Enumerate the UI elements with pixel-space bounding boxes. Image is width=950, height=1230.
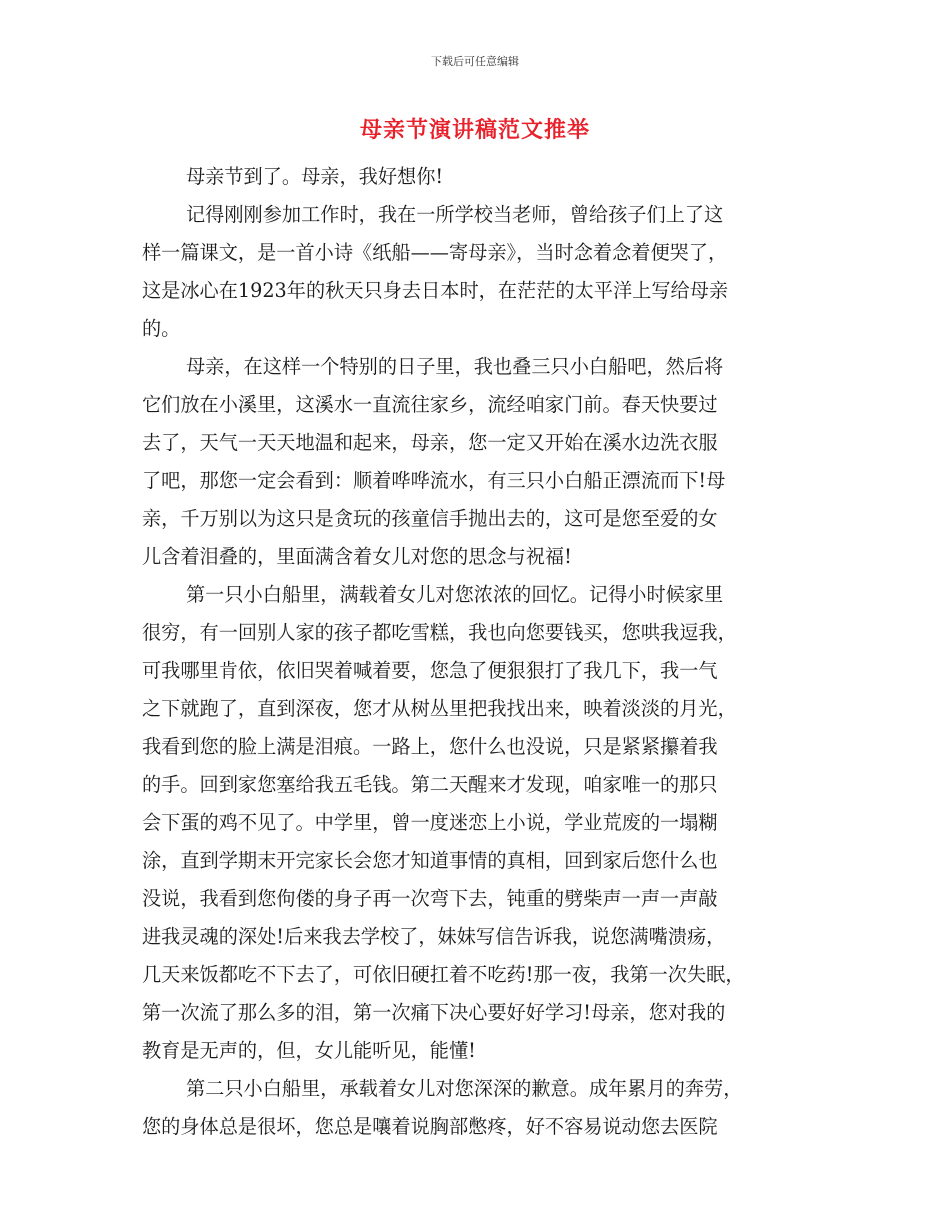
text-line: 涂，直到学期末开完家长会您才知道事情的真相，回到家后您什么也 bbox=[142, 849, 718, 872]
text-line: 记得刚刚参加工作时，我在一所学校当老师，曾给孩子们上了这 bbox=[186, 203, 724, 226]
text-line: 几天来饭都吃不下去了，可依旧硬扛着不吃药!那一夜，我第一次失眠， bbox=[142, 963, 745, 986]
text-line: 第一次流了那么多的泪，第一次痛下决心要好好学习!母亲，您对我的 bbox=[142, 1001, 726, 1024]
text-line: 之下就跑了，直到深夜，您才从树丛里把我找出来，映着淡淡的月光， bbox=[142, 697, 737, 720]
document-body bbox=[142, 158, 812, 1146]
text-line: 可我哪里肯依，依旧哭着喊着要，您急了便狠狠打了我几下，我一气 bbox=[142, 659, 718, 682]
text-line: 没说，我看到您佝偻的身子再一次弯下去，钝重的劈柴声一声一声敲 bbox=[142, 887, 718, 910]
text-line: 进我灵魂的深处!后来我去学校了，妹妹写信告诉我，说您满嘴溃疡， bbox=[142, 925, 726, 948]
text-line: 了吧，那您一定会看到：顺着哗哗流水，有三只小白船正漂流而下!母 bbox=[142, 469, 726, 492]
text-line: 母亲，在这样一个特别的日子里，我也叠三只小白船吧，然后将 bbox=[186, 355, 724, 378]
text-line: 我看到您的脸上满是泪痕。一路上，您什么也没说，只是紧紧攥着我 bbox=[142, 735, 718, 758]
text-line: 这是冰心在1923年的秋天只身去日本时，在茫茫的太平洋上写给母亲 bbox=[142, 279, 729, 302]
page-header-note: 下载后可任意编辑 bbox=[431, 55, 519, 68]
text-line: 教育是无声的，但，女儿能听见，能懂! bbox=[142, 1039, 476, 1062]
text-line: 样一篇课文，是一首小诗《纸船——寄母亲》，当时念着念着便哭了， bbox=[142, 241, 728, 264]
text-line: 母亲节到了。母亲，我好想你! bbox=[186, 165, 444, 188]
text-line: 亲，千万别以为这只是贪玩的孩童信手抛出去的，这可是您至爱的女 bbox=[142, 507, 718, 530]
text-line: 第二只小白船里，承载着女儿对您深深的歉意。成年累月的奔劳， bbox=[186, 1077, 743, 1100]
text-line: 会下蛋的鸡不见了。中学里，曾一度迷恋上小说，学业荒废的一塌糊 bbox=[142, 811, 718, 834]
text-line: 它们放在小溪里，这溪水一直流往家乡，流经咱家门前。春天快要过 bbox=[142, 393, 718, 416]
text-line: 去了，天气一天天地温和起来，母亲，您一定又开始在溪水边洗衣服 bbox=[142, 431, 718, 454]
text-line: 您的身体总是很坏，您总是嚷着说胸部憋疼，好不容易说动您去医院 bbox=[142, 1115, 718, 1138]
text-line: 的手。回到家您塞给我五毛钱。第二天醒来才发现，咱家唯一的那只 bbox=[142, 773, 718, 796]
text-line: 第一只小白船里，满载着女儿对您浓浓的回忆。记得小时候家里 bbox=[186, 583, 724, 606]
text-line: 儿含着泪叠的，里面满含着女儿对您的思念与祝福! bbox=[142, 545, 572, 568]
document-title: 母亲节演讲稿范文推举 bbox=[359, 117, 590, 143]
text-line: 的。 bbox=[142, 317, 181, 340]
text-line: 很穷，有一回别人家的孩子都吃雪糕，我也向您要钱买，您哄我逗我， bbox=[142, 621, 737, 644]
